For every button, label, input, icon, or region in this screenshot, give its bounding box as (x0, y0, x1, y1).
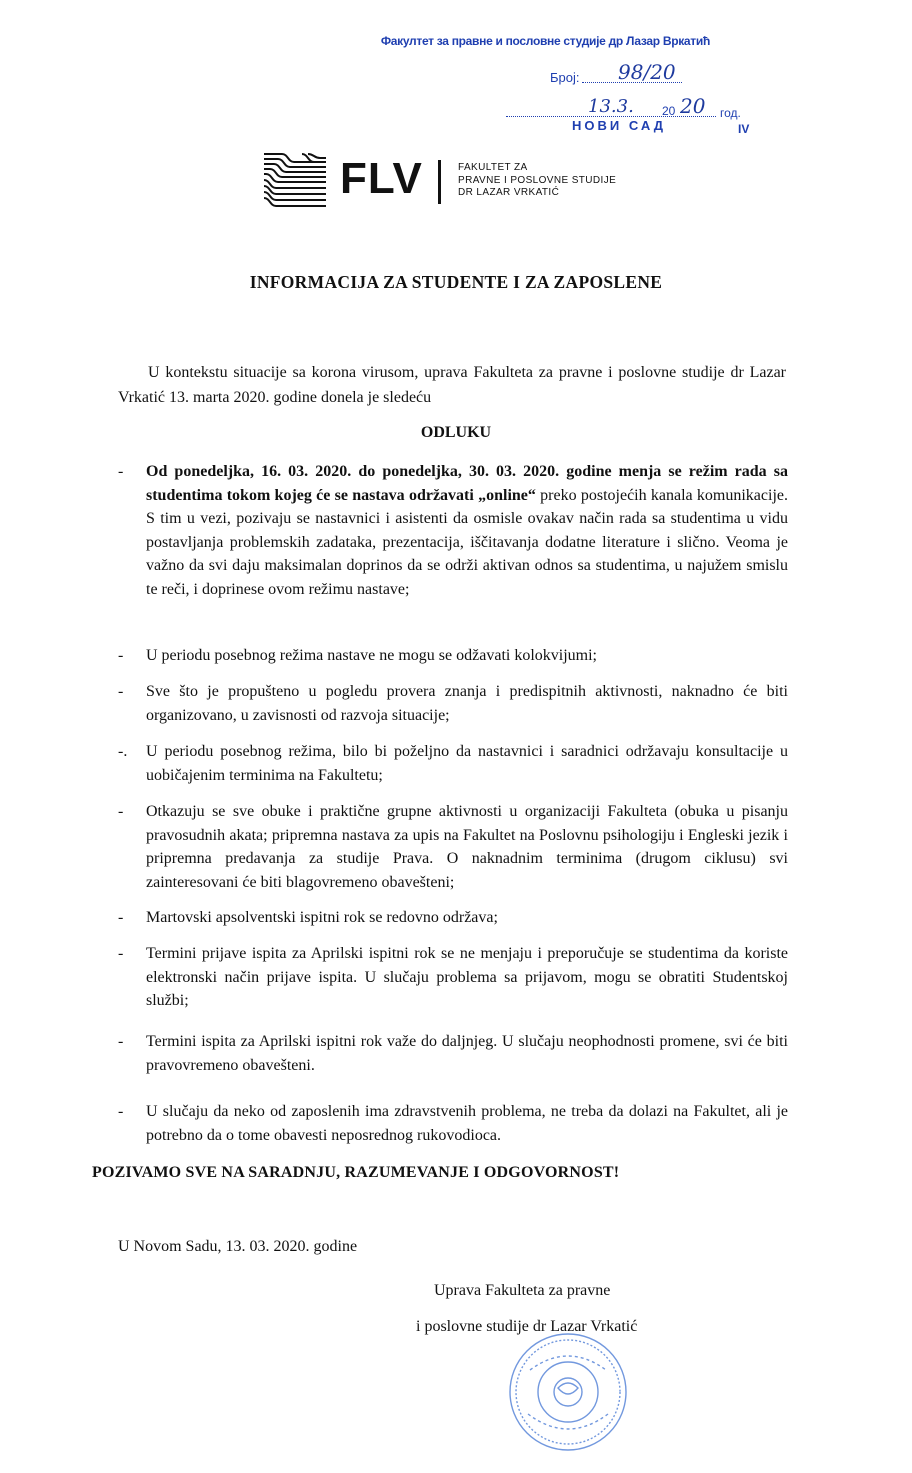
stamp-city: НОВИ САД (572, 118, 667, 133)
faculty-logo (262, 150, 662, 210)
list-item: -. U periodu posebnog režima, bilo bi poželjno da nastavnici i saradnici održavaju konsultacije u uobičajenim terminima na Fakultetu; (118, 743, 788, 784)
logo-separator (438, 160, 441, 204)
signature-line-1: Uprava Fakulteta za pravne (434, 1282, 611, 1299)
official-seal-icon (506, 1330, 630, 1454)
stamp-institution: Факултет за правне и пословне студије др Лазар Вркатић (380, 34, 710, 48)
intro-paragraph: U kontekstu situacije sa korona virusom, uprava Fakulteta za pravne i poslovne studije dr Lazar Vrkatić 13. marta 2020. godine donela je sledeću (118, 364, 786, 406)
list-item: - Termini ispita za Aprilski ispitni rok važe do daljnjeg. U slučaju neophodnosti promene, svi će biti pravovremeno obavešteni. (118, 1033, 788, 1074)
stamp-god-label: год. (720, 106, 741, 120)
stamp-broj-label: Број: (550, 70, 580, 85)
logo-faculty-name: FAKULTET ZA PRAVNE I POSLOVNE STUDIJE DR LAZAR VRKATIĆ (458, 162, 617, 198)
item-bold-text: Od ponedeljka, 16. 03. 2020. do ponedeljka, 30. 03. 2020. godine menja se režim rada sa studentima tokom kojeg će se nastava održavati „online“ (146, 463, 788, 504)
stamp-broj-value: 98/20 (618, 60, 676, 84)
stamp-date: 13.3. (588, 96, 634, 117)
logo-wordmark: FLV (340, 154, 423, 203)
list-item: - Od ponedeljka, 16. 03. 2020. do ponedeljka, 30. 03. 2020. godine menja se režim rada sa studentima tokom kojeg će se nastava održavati „online“ preko postojećih kanala komunikacije. S tim u vezi, pozivaju se nastavnici i asistenti da osmisle ovakav način rada sa studentima u vidu postavljanja problemskih zadataka, prezentacija, iščitavanja dodatne literature i slično. Veoma je važno da svi daju maksimalan doprinos da se održi aktivan odnos sa studentima, u najužem smislu te reči, i doprinese ovom režimu nastave; (118, 463, 789, 598)
list-item: - U periodu posebnog režima nastave ne mogu se odžavati kolokvijumi; (118, 647, 597, 664)
stamp-year: 20 (680, 94, 706, 118)
list-item: - Martovski apsolventski ispitni rok se redovno održava; (118, 909, 498, 926)
list-item: - Sve što je propušteno u pogledu provera znanja i predispitnih aktivnosti, naknadno će biti organizovano, u zavisnosti od razvoja situacije; (118, 683, 788, 724)
logo-waves-icon (262, 150, 328, 210)
list-item: - Termini prijave ispita za Aprilski ispitni rok se ne menjaju i preporučuje se studentima da koriste elektronski način prijave ispita. U slučaju problema sa prijavom, mogu se obratiti Studentskoj službi; (118, 945, 788, 1009)
document-title: INFORMACIJA ZA STUDENTE I ZA ZAPOSLENE (249, 272, 663, 292)
signature-line-2: i poslovne studije dr Lazar Vrkatić (416, 1318, 638, 1335)
place-date: U Novom Sadu, 13. 03. 2020. godine (118, 1238, 358, 1255)
list-item: - Otkazuju se sve obuke i praktične grupne aktivnosti u organizaciji Fakulteta (obuka u pisanju pravosudnih akata; pripremna nastava za upis na Fakultet na Poslovnu psihologiju i Engleski jezik i pripremna predavanja za studije Prava. O naknadnim terminima (drugom ciklusu) svi zainteresovani će biti blagovremeno obavešteni; (118, 803, 788, 891)
stamp-year-prefix: 20 (662, 104, 676, 118)
closing-statement: POZIVAMO SVE NA SARADNJU, RAZUMEVANJE I ODGOVORNOST! (92, 1164, 620, 1181)
receipt-stamp (380, 30, 770, 140)
list-item: - U slučaju da neko od zaposlenih ima zdravstvenih problema, ne treba da dolazi na Fakultet, ali je potrebno da o tome obavesti neposrednog rukovodioca. (118, 1103, 788, 1144)
stamp-roman: IV (738, 122, 750, 136)
decision-heading: ODLUKU (420, 424, 492, 441)
